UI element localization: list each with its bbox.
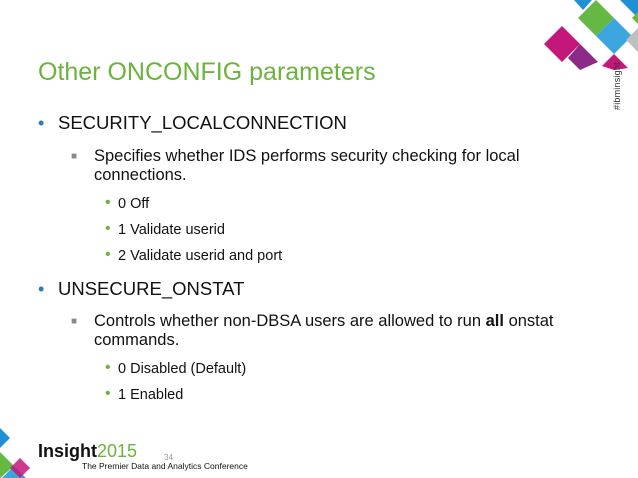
footer-decorative-diamonds <box>0 428 40 478</box>
bullet-dot-icon: • <box>105 194 111 211</box>
slide-title: Other ONCONFIG parameters <box>38 58 376 86</box>
option-item <box>105 220 598 239</box>
bullet-unsecure-onstat <box>38 278 598 300</box>
option-item <box>105 194 598 213</box>
option-text: 2 Validate userid and port <box>118 248 283 264</box>
bullet-text: UNSECURE_ONSTAT <box>58 278 245 299</box>
page-number: 34 <box>164 453 173 462</box>
hashtag: #ibminsight <box>612 62 622 110</box>
conference-tagline: The Premier Data and Analytics Conference <box>82 461 248 471</box>
sub-bullet-description <box>71 312 564 350</box>
sub-bullet-text: Specifies whether IDS performs security checking for local connections. <box>94 147 520 184</box>
option-text: 1 Enabled <box>118 387 184 403</box>
option-text: 0 Disabled (Default) <box>118 361 247 377</box>
option-item <box>105 359 598 378</box>
sub-bullet-text-after: onstat commands. <box>94 312 554 349</box>
bullet-dot-icon: • <box>38 279 45 299</box>
sub-bullet-description <box>71 147 564 185</box>
option-item <box>105 385 598 404</box>
bullet-security-localconnection <box>38 112 598 134</box>
square-bullet-icon: ■ <box>71 316 78 327</box>
square-bullet-icon: ■ <box>71 151 78 162</box>
option-text: 1 Validate userid <box>118 222 225 238</box>
slide-content <box>38 112 598 404</box>
bullet-dot-icon: • <box>38 113 45 133</box>
sub-bullet-text-bold: all <box>485 312 504 330</box>
bullet-dot-icon: • <box>105 385 111 402</box>
logo-word: Insight <box>38 441 97 461</box>
bullet-dot-icon: • <box>105 220 111 237</box>
bullet-dot-icon: • <box>105 359 111 376</box>
option-text: 0 Off <box>118 196 150 212</box>
option-item <box>105 246 598 265</box>
bullet-dot-icon: • <box>105 246 111 263</box>
insight-logo <box>38 441 137 462</box>
sub-bullet-text-before: Controls whether non-DBSA users are allowed to run <box>94 312 486 330</box>
logo-year: 2015 <box>97 441 138 461</box>
bullet-text: SECURITY_LOCALCONNECTION <box>58 112 347 133</box>
